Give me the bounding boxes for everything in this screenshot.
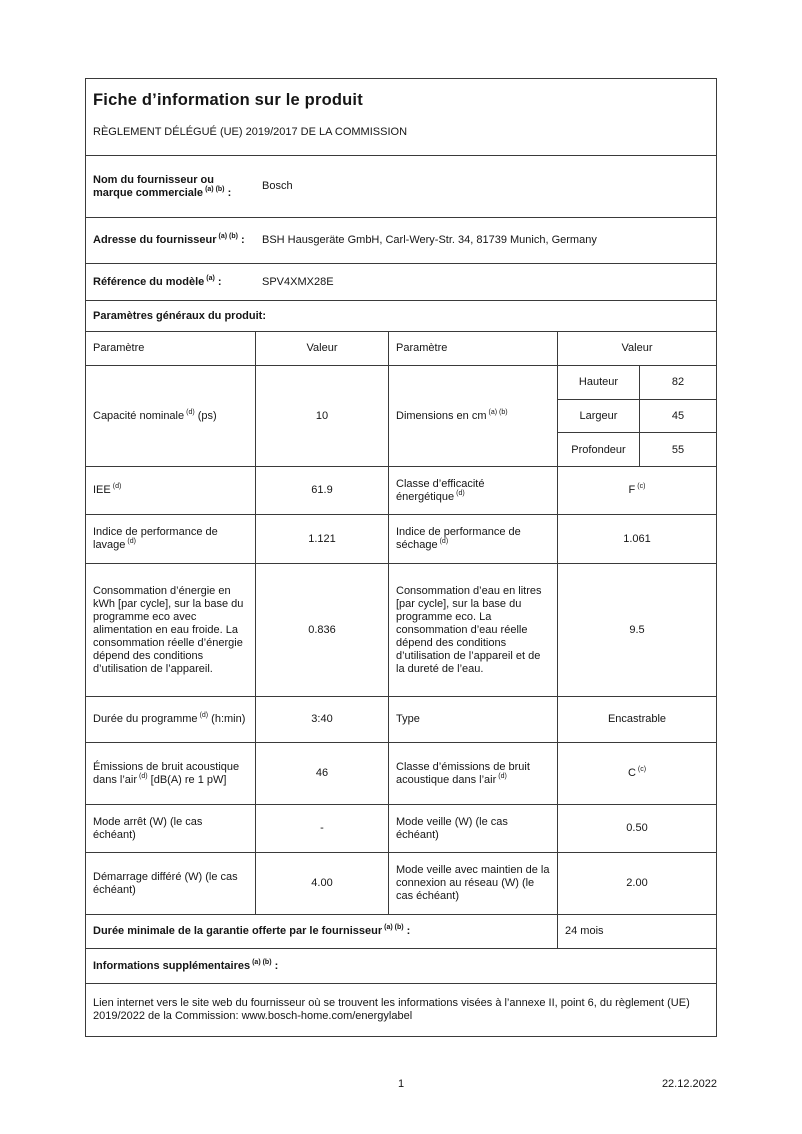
networked-standby-value: 2.00: [626, 877, 648, 889]
label-colon: :: [227, 186, 232, 199]
row-programme-duration-type: [86, 696, 716, 742]
section-general-parameters: [86, 300, 716, 331]
footnote-marker: (d): [112, 483, 122, 491]
energy-class-value: F: [628, 484, 636, 496]
page-number: 1: [397, 1078, 405, 1090]
section-title: Paramètres généraux du produit:: [93, 309, 266, 322]
footnote-marker: (a) (b): [252, 958, 272, 966]
model-reference-value-cell: [255, 264, 716, 300]
title-block: [86, 79, 716, 155]
delayed-start-value-cell: [255, 853, 388, 914]
label-suffix: (h:min): [208, 713, 246, 725]
supplier-address-value-cell: [255, 218, 716, 263]
delayed-start-label-cell: [86, 853, 255, 914]
delayed-start-value: 4.00: [311, 877, 333, 889]
footnote-marker: (d): [498, 772, 507, 780]
label-text: Référence du modèle: [93, 275, 205, 288]
off-mode-label-cell: [86, 805, 255, 852]
warranty-value: 24 mois: [565, 925, 604, 937]
capacity-value-cell: [255, 366, 388, 466]
standby-mode-label-cell: [388, 805, 557, 852]
footnote-marker: (d): [439, 538, 449, 546]
row-noise-emissions: [86, 742, 716, 804]
row-supplier-name: [86, 155, 716, 217]
dimension-row-height: [558, 366, 716, 399]
dimensions-label-cell: [388, 366, 557, 466]
label-text: Émissions de bruit acoustique dans l’air: [93, 760, 240, 786]
footnote-marker: (d): [127, 538, 136, 546]
programme-duration-label-cell: [86, 697, 255, 742]
label-colon: :: [274, 959, 279, 972]
row-energy-water-consumption: [86, 563, 716, 696]
wash-index-label-cell: [86, 515, 255, 563]
label-text: Type: [396, 713, 420, 725]
label-text: Consommation d’énergie en kWh [par cycle], sur la base du programme eco avec alimentation en eau froide. La consommation réelle d’énergie dépend des conditions d’utilisation de l’appareil.: [93, 584, 244, 675]
footnote-marker: (d): [186, 408, 195, 416]
column-header-parameter-right: Paramètre: [388, 332, 557, 365]
supplier-website-link-cell: [86, 984, 716, 1036]
type-label-cell: [388, 697, 557, 742]
footnote-marker: (d): [456, 489, 465, 497]
label-text: Classe d’émissions de bruit acoustique dans l’air: [396, 760, 530, 786]
standby-mode-value-cell: [557, 805, 716, 852]
product-information-sheet: [85, 78, 717, 1037]
energy-class-value-cell: [557, 467, 716, 514]
label-text: Informations supplémentaires: [93, 959, 251, 972]
iee-label-cell: [86, 467, 255, 514]
footnote-marker: (a) (b): [488, 408, 508, 416]
supplier-name-value-cell: [255, 156, 716, 217]
iee-value-cell: [255, 467, 388, 514]
networked-standby-label-cell: [388, 853, 557, 914]
water-consumption-value-cell: [557, 564, 716, 696]
noise-level-value: 46: [315, 767, 329, 779]
footnote-marker: (a): [206, 274, 215, 282]
model-reference-label-cell: [86, 264, 255, 300]
label-text: Démarrage différé (W) (le cas échéant): [93, 870, 238, 896]
row-model-reference: [86, 263, 716, 300]
noise-level-label-cell: [86, 743, 255, 804]
label-suffix: [dB(A) re 1 pW]: [147, 773, 227, 786]
footnote-marker: (a) (b): [218, 233, 238, 241]
off-mode-value: -: [320, 822, 324, 834]
column-header-value-left: Valeur: [255, 332, 388, 365]
supplier-name-label-cell: [86, 156, 255, 217]
networked-standby-value-cell: [557, 853, 716, 914]
label-colon: :: [406, 925, 411, 937]
row-column-headers: [86, 331, 716, 365]
page-footer: [85, 1078, 717, 1092]
footnote-marker: (d): [199, 712, 209, 720]
programme-duration-value: 3:40: [311, 713, 333, 725]
supplier-name-value: Bosch: [262, 180, 293, 192]
label-text: IEE: [93, 484, 111, 496]
dimension-name: Hauteur: [578, 376, 619, 389]
dimension-value: 45: [639, 400, 716, 433]
warranty-label-cell: [86, 915, 557, 948]
label-text: Durée minimale de la garantie offerte par le fournisseur: [93, 925, 383, 937]
row-delayed-start-networked-standby: [86, 852, 716, 914]
footnote-marker: (a) (b): [384, 924, 404, 932]
supplier-address-value: BSH Hausgeräte GmbH, Carl-Wery-Str. 34, 81739 Munich, Germany: [262, 234, 597, 246]
additional-information-label-cell: [86, 949, 716, 983]
energy-class-label-cell: [388, 467, 557, 514]
dimensions-subtable: [557, 366, 716, 466]
column-header-parameter-left: Paramètre: [93, 342, 145, 354]
label-text: Indice de performance de séchage: [396, 526, 521, 551]
supplier-website-link-text: Lien internet vers le site web du fournisseur où se trouvent les informations visées à l’annexe II, point 6, du règlement (UE) 2019/2022 de la Commission: www.bosch-home.com/energylabel: [93, 997, 690, 1022]
capacity-value: 10: [315, 409, 329, 422]
noise-class-value-cell: [557, 743, 716, 804]
standby-mode-value: 0.50: [626, 822, 648, 834]
label-text: Indice de performance de lavage: [93, 526, 218, 551]
label-text: Mode veille avec maintien de la connexion au réseau (W) (le cas échéant): [396, 864, 550, 902]
label-text: Mode arrêt (W) (le cas échéant): [93, 815, 203, 841]
dimension-name: Largeur: [579, 410, 618, 422]
footnote-marker: (c): [637, 766, 647, 774]
row-capacity-dimensions: [86, 365, 716, 466]
water-consumption-label-cell: [388, 564, 557, 696]
label-text: Durée du programme: [93, 713, 198, 725]
label-colon: :: [217, 275, 222, 288]
dimension-name: Profondeur: [571, 443, 626, 456]
noise-class-label-cell: [388, 743, 557, 804]
energy-consumption-value-cell: [255, 564, 388, 696]
label-text: Adresse du fournisseur: [93, 234, 217, 246]
type-value: Encastrable: [607, 713, 667, 725]
water-consumption-value: 9.5: [629, 623, 645, 636]
energy-consumption-label-cell: [86, 564, 255, 696]
row-supplier-address: [86, 217, 716, 263]
row-iee-energy-class: [86, 466, 716, 514]
label-text: Dimensions en cm: [396, 409, 487, 422]
label-colon: :: [241, 234, 245, 246]
row-off-standby-mode: [86, 804, 716, 852]
column-header-value-right: Valeur: [557, 332, 716, 365]
section-title-cell: [86, 301, 716, 331]
wash-index-value-cell: [255, 515, 388, 563]
dry-index-value-cell: [557, 515, 716, 563]
page-title: Fiche d’information sur le produit: [93, 91, 363, 109]
energy-consumption-value: 0.836: [308, 623, 336, 636]
row-supplier-website-link: [86, 983, 716, 1036]
iee-value: 61.9: [311, 484, 333, 496]
off-mode-value-cell: [255, 805, 388, 852]
row-wash-dry-performance: [86, 514, 716, 563]
footnote-marker: (a) (b): [205, 185, 225, 193]
dimension-row-width: [558, 399, 716, 433]
warranty-value-cell: [557, 915, 716, 948]
capacity-label-cell: [86, 366, 255, 466]
dry-index-value: 1.061: [623, 532, 651, 545]
dimension-value: 55: [639, 433, 716, 466]
label-suffix: (ps): [194, 409, 217, 422]
supplier-address-label-cell: [86, 218, 255, 263]
footnote-marker: (c): [637, 483, 646, 491]
label-text: Capacité nominale: [93, 409, 185, 422]
label-text: Consommation d’eau en litres [par cycle], sur la base du programme eco. La consommation d’eau réelle dépend des conditions d’utilisation de l’appareil et de la dureté de l’eau.: [396, 584, 542, 675]
wash-index-value: 1.121: [308, 532, 336, 545]
dry-index-label-cell: [388, 515, 557, 563]
noise-class-value: C: [627, 767, 636, 779]
footnote-marker: (d): [139, 772, 148, 780]
programme-duration-value-cell: [255, 697, 388, 742]
noise-level-value-cell: [255, 743, 388, 804]
model-reference-value: SPV4XMX28E: [262, 275, 334, 288]
regulation-subtitle: RÈGLEMENT DÉLÉGUÉ (UE) 2019/2017 DE LA COMMISSION: [93, 126, 408, 138]
label-text: Nom du fournisseur ou marque commerciale: [93, 173, 214, 199]
row-additional-information: [86, 948, 716, 983]
type-value-cell: [557, 697, 716, 742]
label-text: Classe d’efficacité énergétique: [396, 477, 485, 503]
dimension-value: 82: [639, 366, 716, 399]
row-minimum-warranty: [86, 914, 716, 948]
dimension-row-depth: [558, 432, 716, 466]
document-date: 22.12.2022: [661, 1078, 717, 1090]
label-text: Mode veille (W) (le cas échéant): [396, 815, 508, 841]
